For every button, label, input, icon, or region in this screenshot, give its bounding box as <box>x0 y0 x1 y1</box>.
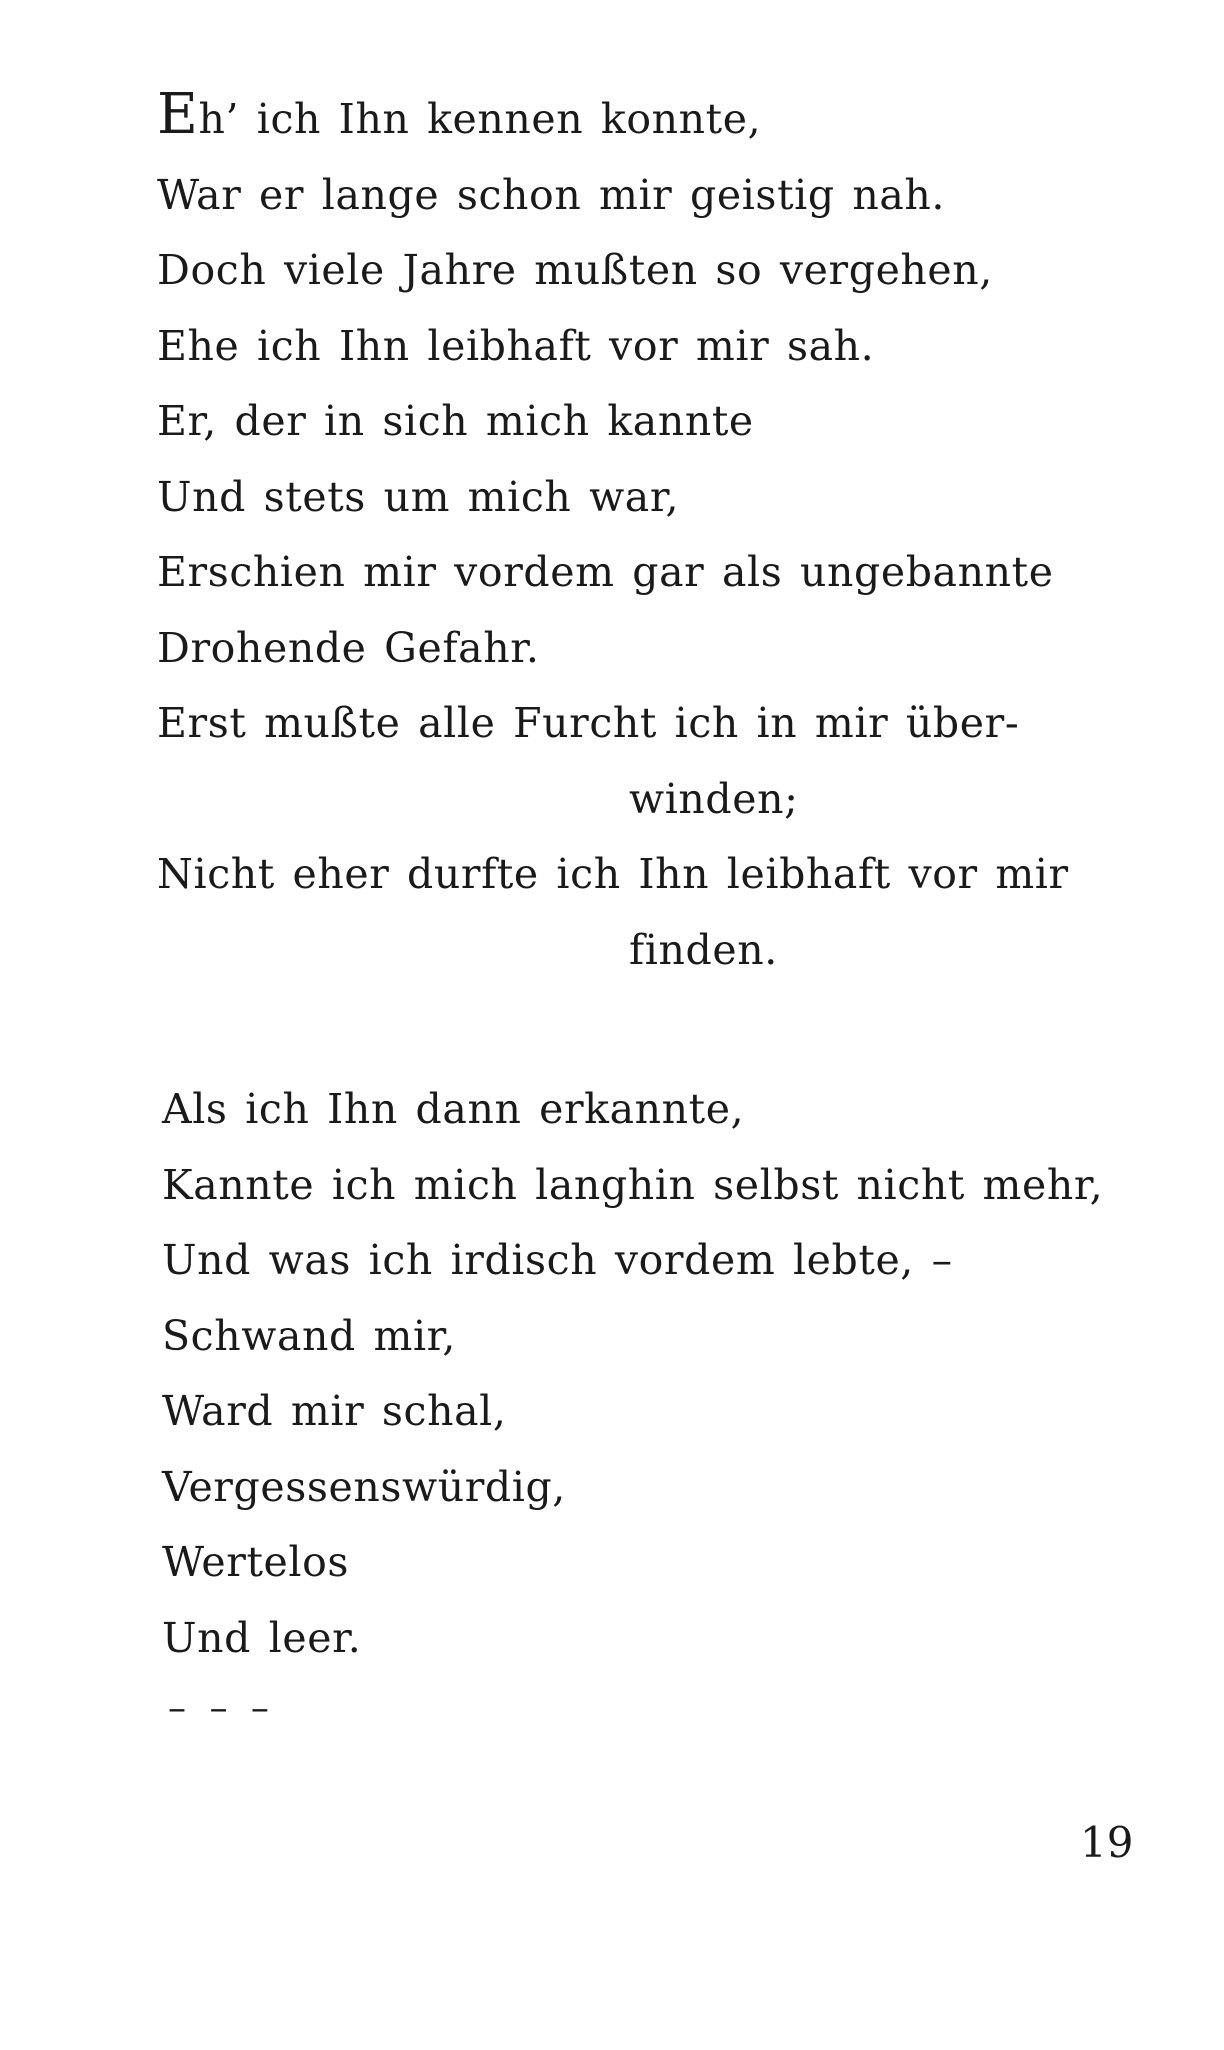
poem-line: Kannte ich mich langhin selbst nicht mehr, <box>162 1160 1104 1209</box>
poem-line: Als ich Ihn dann erkannte, <box>162 1085 745 1133</box>
poem-line: Und stets um mich war, <box>157 472 680 521</box>
poem-line: Erschien mir vordem gar als ungebannte <box>157 548 1054 596</box>
poem-line: War er lange schon mir geistig nah. <box>157 170 946 219</box>
poem-line-continuation: winden; <box>629 774 799 823</box>
poem-line: Er, der in sich mich kannte <box>157 397 754 445</box>
stanza-2 <box>162 1072 1162 1676</box>
poem-line: Vergessenswürdig, <box>162 1462 566 1511</box>
poem-line: Nicht eher durfte ich Ihn leibhaft vor mir <box>157 850 1069 898</box>
poem-line: Wertelos <box>162 1538 350 1586</box>
poem-line-text: h’ ich Ihn kennen konnte, <box>198 95 762 143</box>
poem-line <box>157 82 1157 158</box>
poem-line-continuation: finden. <box>629 925 778 974</box>
stanza-1 <box>157 82 1157 988</box>
poem-line: Doch viele Jahre mußten so vergehen, <box>157 246 993 294</box>
poem-line: Ward mir schal, <box>162 1387 507 1435</box>
poem-line: Und was ich irdisch vordem lebte, – <box>162 1236 953 1284</box>
poem-line: Erst mußte alle Furcht ich in mir über- <box>157 699 1020 747</box>
section-dashes: – – – <box>168 1688 275 1729</box>
poem-line: Ehe ich Ihn leibhaft vor mir sah. <box>157 321 875 370</box>
drop-cap: E <box>157 82 199 147</box>
poem-line: Und leer. <box>162 1613 362 1662</box>
poem-line: Drohende Gefahr. <box>157 623 540 672</box>
poem-line: Schwand mir, <box>162 1311 456 1360</box>
page-number: 19 <box>1080 1818 1134 1867</box>
